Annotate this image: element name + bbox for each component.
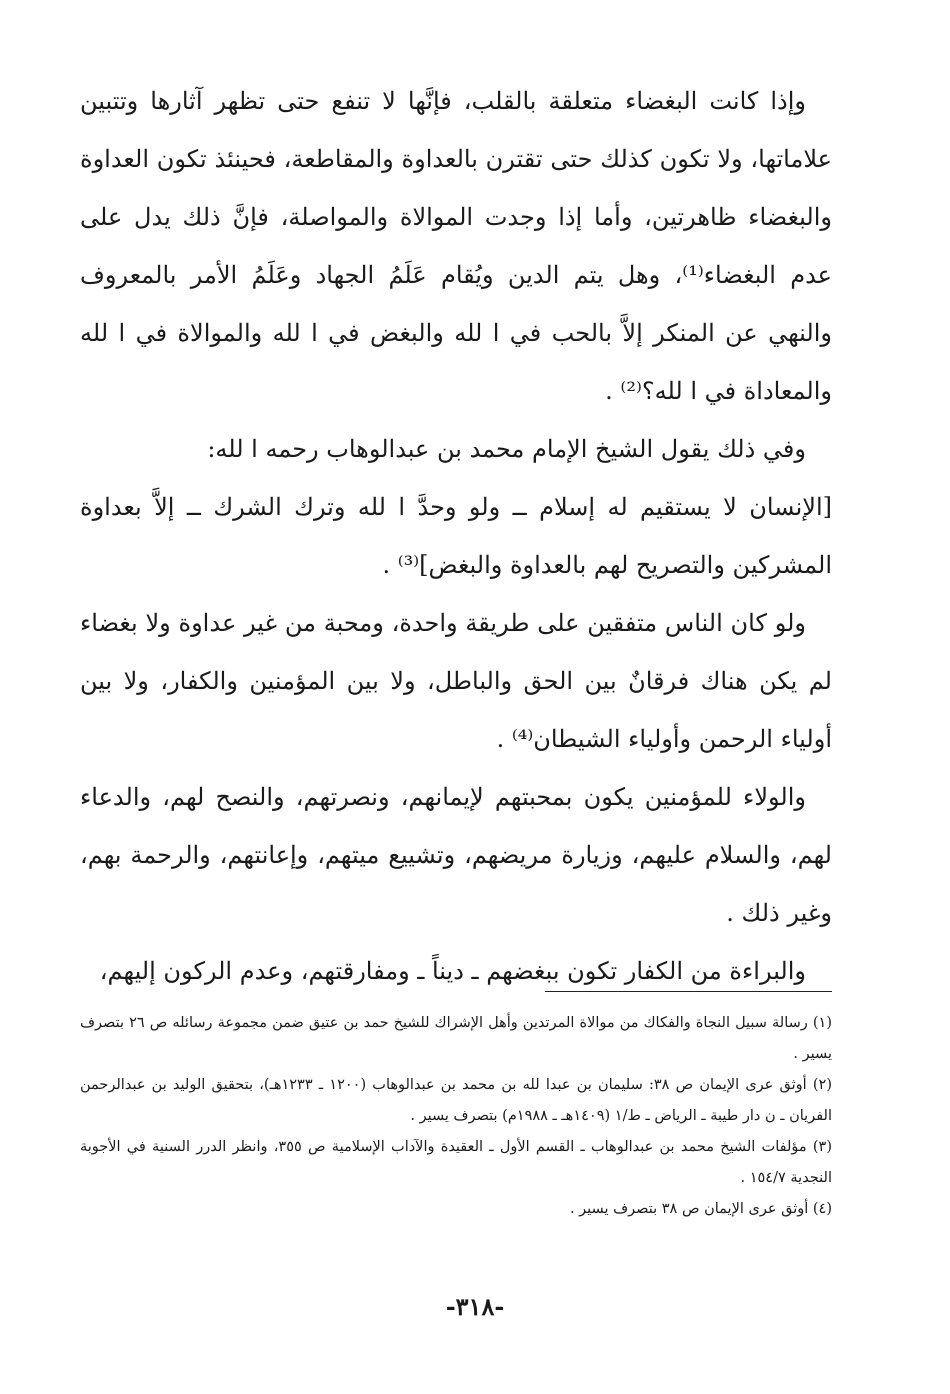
page-number: -٣١٨- xyxy=(445,1292,505,1321)
paragraph-hatred-and-enmity: وإذا كانت البغضاء متعلقة بالقلب، فإنَّها لا تنفع حتى تظهر آثارها وتتبين علاماتها، ولا تكون كذلك حتى تقترن بالعداوة والمقاطعة، فحينئذ تكون العداوة والبغضاء ظاهرتين، وأما إذا وجدت الموالاة والمواصلة، فإنَّ ذلك يدل على عدم البغضاء⁽¹⁾، وهل يتم الدين ويُقام عَلَمُ الجهاد وعَلَمُ الأمر بالمعروف والنهي عن المنكر إلاَّ بالحب في ا لله والبغض في ا لله والموالاة في ا لله والمعاداة في ا لله؟⁽²⁾ . xyxy=(80,87,833,405)
footnote-divider xyxy=(545,991,832,992)
paragraph-quote-intro: وفي ذلك يقول الشيخ الإمام محمد بن عبدالوهاب رحمه ا لله: xyxy=(207,435,806,463)
footnote-4: (٤) أوثق عرى الإيمان ص ٣٨ بتصرف يسير . xyxy=(569,1201,832,1217)
paragraph-quote: [الإنسان لا يستقيم له إسلام ــ ولو وحدَّ ا لله وترك الشرك ــ إلاَّ بعداوة المشركين والتصريح لهم بالعداوة والبغض]⁽³⁾ . xyxy=(80,493,832,579)
body-text xyxy=(80,72,832,1000)
paragraph-people-agreement: ولو كان الناس متفقين على طريقة واحدة، ومحبة من غير عداوة ولا بغضاء لم يكن هناك فرقانٌ بين الحق والباطل، ولا بين المؤمنين والكفار، ولا بين أولياء الرحمن وأولياء الشيطان⁽⁴⁾ . xyxy=(80,609,832,753)
footnote-2: (٢) أوثق عرى الإيمان ص ٣٨: سليمان بن عبدا لله بن محمد بن عبدالوهاب (١٢٠٠ ـ ١٢٣٣هـ)، بتحقيق الوليد بن عبدالرحمن الفريان ـ ن دار طيبة ـ الرياض ـ ط/١ (١٤٠٩هـ ـ ١٩٨٨م) بتصرف يسير . xyxy=(80,1077,833,1124)
paragraph-disavowal-of-disbelievers: والبراءة من الكفار تكون ببغضهم ـ ديناً ـ ومفارقتهم، وعدم الركون إليهم، xyxy=(99,957,806,985)
footnote-3: (٣) مؤلفات الشيخ محمد بن عبدالوهاب ـ القسم الأول ـ العقيدة والآداب الإسلامية ص ٣٥٥، وانظر الدرر السنية في الأجوبة النجدية ١٥٤/٧ . xyxy=(80,1139,832,1186)
footnotes xyxy=(80,1008,832,1225)
footnote-1: (١) رسالة سبيل النجاة والفكاك من موالاة المرتدين وأهل الإشراك للشيخ حمد بن عتيق ضمن مجموعة رسائله ص ٢٦ بتصرف يسير . xyxy=(80,1015,832,1062)
paragraph-loyalty-to-believers: والولاء للمؤمنين يكون بمحبتهم لإيمانهم، ونصرتهم، والنصح لهم، والدعاء لهم، والسلام عليهم، وزيارة مريضهم، وتشييع ميتهم، وإعانتهم، والرحمة بهم، وغير ذلك . xyxy=(80,783,832,927)
